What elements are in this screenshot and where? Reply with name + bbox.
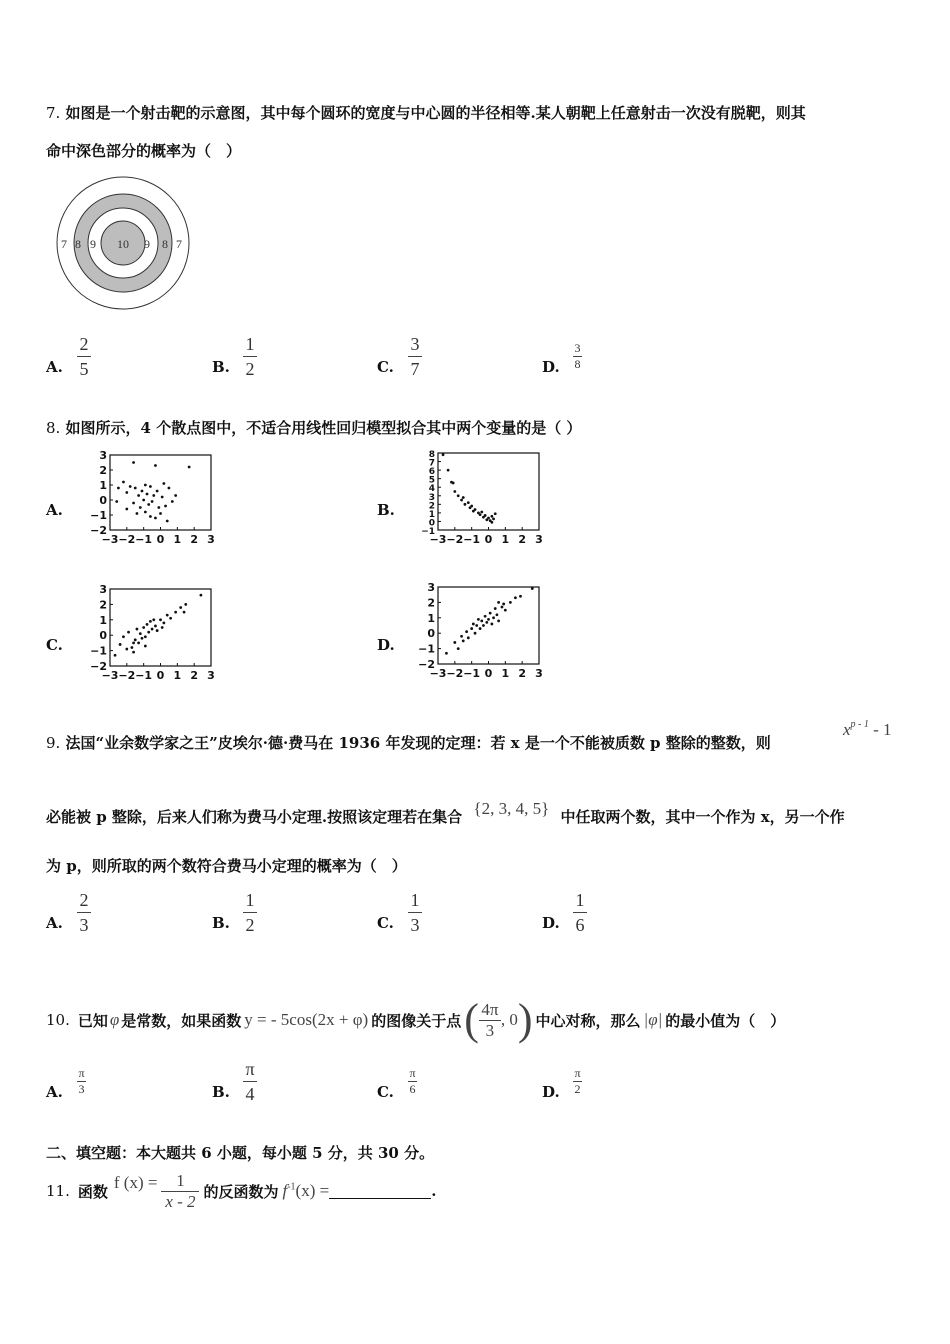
y-tick-label: 8 bbox=[428, 450, 435, 460]
q10-option-a-label[interactable]: A. bbox=[46, 1083, 63, 1101]
scatter-point bbox=[460, 635, 463, 638]
scatter-point bbox=[474, 508, 477, 511]
fraction-denominator: 3 bbox=[79, 915, 89, 935]
scatter-point bbox=[132, 642, 135, 645]
scatter-point bbox=[462, 496, 465, 499]
q11-fraction-den: x - 2 bbox=[165, 1191, 196, 1211]
fraction-numerator: 1 bbox=[410, 890, 420, 910]
fraction-denominator: 7 bbox=[410, 359, 420, 379]
scatter-plot-d bbox=[416, 581, 543, 681]
scatter-point bbox=[494, 607, 497, 610]
scatter-point bbox=[152, 494, 155, 497]
x-tick-label: −3 bbox=[101, 669, 119, 682]
q11-end: . bbox=[431, 1182, 437, 1200]
x-tick-label: 0 bbox=[156, 669, 165, 682]
scatter-point bbox=[453, 641, 456, 644]
q9-set: {2, 3, 4, 5} bbox=[473, 799, 550, 818]
scatter-point bbox=[200, 594, 203, 597]
scatter-point bbox=[174, 494, 177, 497]
scatter-point bbox=[157, 506, 160, 509]
q7-option-b-label[interactable]: B. bbox=[212, 358, 230, 376]
scatter-point bbox=[132, 651, 135, 654]
scatter-point bbox=[139, 632, 142, 635]
scatter-point bbox=[132, 461, 135, 464]
q11-text1: 函数 bbox=[77, 1182, 108, 1201]
y-tick-label: 6 bbox=[428, 467, 435, 478]
fraction-numerator: 1 bbox=[245, 334, 255, 354]
y-tick-label: 2 bbox=[427, 596, 435, 610]
x-tick-label: −3 bbox=[429, 667, 447, 680]
fraction-bar bbox=[408, 356, 422, 357]
scatter-point bbox=[144, 484, 147, 487]
scatter-point bbox=[497, 619, 500, 622]
x-tick-label: 0 bbox=[484, 533, 493, 546]
scatter-point bbox=[141, 637, 144, 640]
scatter-point bbox=[161, 496, 164, 499]
scatter-point bbox=[184, 603, 187, 606]
x-tick-label: 2 bbox=[190, 533, 198, 546]
scatter-point bbox=[504, 609, 507, 612]
plot-frame bbox=[438, 587, 539, 664]
scatter-point bbox=[470, 505, 473, 508]
q11-text2: 的反函数为 bbox=[203, 1182, 279, 1201]
y-tick-label: −1 bbox=[90, 509, 107, 522]
fraction-numerator: 2 bbox=[79, 334, 89, 354]
scatter-point bbox=[501, 606, 504, 609]
fraction-numerator: 2 bbox=[79, 890, 89, 910]
x-tick-label: −2 bbox=[118, 533, 136, 546]
scatter-point bbox=[462, 640, 465, 643]
q9-option-b-label[interactable]: B. bbox=[212, 914, 230, 932]
y-tick-label: 1 bbox=[99, 613, 107, 627]
q7-line2: 命中深色部分的概率为（ ） bbox=[46, 142, 242, 160]
shooting-target-figure bbox=[56, 176, 192, 310]
y-tick-label: −1 bbox=[90, 644, 107, 658]
scatter-point bbox=[496, 613, 499, 616]
x-tick-label: −1 bbox=[135, 669, 153, 682]
scatter-point bbox=[457, 647, 460, 650]
x-tick-label: 2 bbox=[518, 533, 526, 546]
scatter-point bbox=[467, 636, 470, 639]
scatter-point bbox=[183, 611, 186, 614]
scatter-point bbox=[479, 627, 482, 630]
scatter-point bbox=[162, 621, 165, 624]
scatter-point bbox=[147, 503, 150, 506]
q7-option-a-fraction bbox=[77, 334, 91, 379]
scatter-point bbox=[141, 490, 144, 493]
q8-text: 如图所示，4 个散点图中，不适合用线性回归模型拟合其中两个变量的是（ ） bbox=[65, 419, 582, 437]
x-tick-label: −2 bbox=[118, 669, 136, 682]
scatter-point bbox=[169, 617, 172, 620]
x-tick-label: 3 bbox=[207, 669, 215, 682]
fraction-numerator: π bbox=[78, 1066, 85, 1080]
scatter-point bbox=[475, 624, 478, 627]
scatter-point bbox=[144, 645, 147, 648]
scatter-point bbox=[492, 616, 495, 619]
q9-number: 9. bbox=[46, 734, 61, 752]
q8-option-b-label[interactable]: B. bbox=[377, 501, 395, 519]
scatter-point bbox=[445, 652, 448, 655]
q8-option-d-label[interactable]: D. bbox=[377, 636, 395, 654]
scatter-plot-a bbox=[88, 449, 215, 547]
scatter-point bbox=[161, 626, 164, 629]
x-tick-label: −1 bbox=[463, 533, 481, 546]
y-tick-label: 2 bbox=[99, 464, 107, 477]
x-tick-label: 3 bbox=[535, 533, 543, 546]
y-tick-label: 1 bbox=[427, 611, 435, 625]
x-tick-label: 3 bbox=[535, 667, 543, 680]
scatter-point bbox=[519, 595, 522, 598]
scatter-point bbox=[464, 503, 467, 506]
q9-option-c-fraction bbox=[408, 890, 422, 935]
scatter-point bbox=[497, 601, 500, 604]
scatter-point bbox=[487, 618, 490, 621]
q11-inverse-f: f bbox=[282, 1181, 288, 1200]
y-tick-label: −1 bbox=[418, 642, 435, 656]
q9-option-a-fraction bbox=[77, 890, 91, 935]
scatter-point bbox=[482, 624, 485, 627]
scatter-point bbox=[125, 491, 128, 494]
q10-point-num: 4π bbox=[481, 999, 499, 1019]
fraction-numerator: 1 bbox=[245, 890, 255, 910]
q11-inverse bbox=[282, 1181, 329, 1201]
y-tick-label: −1 bbox=[421, 527, 435, 537]
q9-expr-base: x bbox=[843, 720, 851, 739]
scatter-point bbox=[452, 482, 455, 485]
y-tick-label: 2 bbox=[99, 598, 107, 612]
q11-fraction-num: 1 bbox=[176, 1170, 185, 1190]
fraction-denominator: 4 bbox=[245, 1084, 255, 1104]
x-tick-label: −1 bbox=[135, 533, 153, 546]
scatter-point bbox=[159, 512, 162, 515]
y-tick-label: 1 bbox=[428, 509, 435, 520]
scatter-point bbox=[188, 466, 191, 469]
scatter-point bbox=[159, 618, 162, 621]
q9-fermat-expression bbox=[843, 719, 892, 740]
q10-function: y = - 5cos(2x + φ) bbox=[244, 1010, 369, 1029]
scatter-point bbox=[467, 501, 470, 504]
y-tick-label: 0 bbox=[428, 518, 435, 529]
q9-option-d-label[interactable]: D. bbox=[542, 914, 560, 932]
y-tick-label: 3 bbox=[427, 581, 435, 594]
y-tick-label: 0 bbox=[99, 629, 107, 643]
scatter-point bbox=[480, 619, 483, 622]
q7-option-a-label[interactable]: A. bbox=[46, 358, 63, 376]
q10-text1: 已知 bbox=[77, 1011, 108, 1030]
scatter-point bbox=[142, 499, 145, 502]
target-label-9-right: 9 bbox=[144, 237, 150, 251]
fraction-numerator: π bbox=[409, 1066, 416, 1080]
q7-option-c-fraction bbox=[408, 334, 422, 379]
scatter-point bbox=[139, 506, 142, 509]
q10-text4: 中心对称，那么 bbox=[535, 1011, 641, 1030]
y-tick-label: 5 bbox=[428, 475, 435, 486]
q10-option-a-fraction bbox=[77, 1067, 86, 1096]
y-tick-label: 0 bbox=[99, 494, 107, 507]
target-label-10: 10 bbox=[117, 237, 129, 251]
x-tick-label: −2 bbox=[446, 667, 464, 680]
q11-function-fraction bbox=[161, 1171, 199, 1212]
scatter-point bbox=[502, 603, 505, 606]
fraction-bar bbox=[408, 912, 422, 913]
fraction-denominator: 2 bbox=[245, 915, 255, 935]
fraction-numerator: 3 bbox=[574, 341, 581, 355]
fraction-denominator: 5 bbox=[79, 359, 89, 379]
scatter-point bbox=[152, 618, 155, 621]
fraction-numerator: π bbox=[245, 1059, 255, 1079]
q8-line bbox=[46, 417, 581, 438]
scatter-plot-b bbox=[416, 450, 541, 547]
scatter-point bbox=[122, 635, 125, 638]
q9-option-d-fraction bbox=[573, 890, 587, 935]
scatter-point bbox=[460, 499, 463, 502]
scatter-point bbox=[114, 654, 117, 657]
scatter-point bbox=[129, 485, 132, 488]
scatter-point bbox=[472, 623, 475, 626]
fraction-numerator: 1 bbox=[575, 890, 585, 910]
scatter-point bbox=[492, 517, 495, 520]
fraction-numerator: 3 bbox=[410, 334, 420, 354]
target-label-7-left: 7 bbox=[61, 237, 67, 251]
scatter-point bbox=[127, 631, 130, 634]
scatter-point bbox=[531, 587, 534, 590]
scatter-point bbox=[465, 630, 468, 633]
fraction-denominator: 3 bbox=[78, 1082, 85, 1096]
plot-frame bbox=[110, 589, 211, 666]
scatter-point bbox=[494, 512, 497, 515]
x-tick-label: −3 bbox=[429, 533, 447, 546]
y-tick-label: −2 bbox=[418, 658, 435, 671]
q7-option-d-fraction bbox=[573, 342, 582, 371]
scatter-point bbox=[154, 625, 157, 628]
scatter-point bbox=[174, 611, 177, 614]
scatter-point bbox=[514, 596, 517, 599]
scatter-point bbox=[149, 485, 152, 488]
y-tick-label: −2 bbox=[90, 660, 107, 673]
fraction-denominator: 8 bbox=[574, 357, 581, 371]
x-tick-label: 1 bbox=[173, 533, 182, 546]
q10-option-c-label[interactable]: C. bbox=[377, 1083, 394, 1101]
scatter-point bbox=[490, 623, 493, 626]
scatter-point bbox=[149, 620, 152, 623]
scatter-point bbox=[134, 487, 137, 490]
q10-option-c-fraction bbox=[408, 1067, 417, 1096]
q10-point-den: 3 bbox=[485, 1020, 495, 1040]
fraction-bar bbox=[77, 912, 91, 913]
y-tick-label: −2 bbox=[90, 524, 107, 537]
y-tick-label: 3 bbox=[99, 449, 107, 462]
scatter-point bbox=[147, 631, 150, 634]
x-tick-label: −3 bbox=[101, 533, 119, 546]
fraction-bar bbox=[243, 1081, 257, 1082]
scatter-point bbox=[122, 481, 125, 484]
scatter-point bbox=[162, 482, 165, 485]
scatter-point bbox=[166, 520, 169, 523]
scatter-point bbox=[442, 453, 445, 456]
scatter-point bbox=[453, 490, 456, 493]
q11-inverse-exp: -1 bbox=[287, 1181, 296, 1193]
scatter-point bbox=[156, 490, 159, 493]
x-tick-label: 2 bbox=[190, 669, 198, 682]
scatter-point bbox=[125, 648, 128, 651]
q9-text-line1: 法国“业余数学家之王”皮埃尔·德·费马在 1936 年发现的定理：若 x 是一个不能被质数 p 整除的整数，则 bbox=[65, 734, 771, 752]
q11-function-lhs: f (x) = bbox=[113, 1173, 158, 1192]
scatter-point bbox=[179, 606, 182, 609]
q7-option-b-fraction bbox=[243, 334, 257, 379]
x-tick-label: 0 bbox=[484, 667, 493, 680]
fraction-denominator: 3 bbox=[410, 915, 420, 935]
q11-inverse-tail: (x) = bbox=[295, 1181, 330, 1200]
scatter-point bbox=[489, 612, 492, 615]
scatter-point bbox=[474, 632, 477, 635]
q10-abs-phi: |φ| bbox=[643, 1010, 663, 1029]
scatter-point bbox=[154, 517, 157, 520]
scatter-point bbox=[479, 513, 482, 516]
scatter-point bbox=[130, 646, 133, 649]
fraction-denominator: 6 bbox=[409, 1082, 416, 1096]
q7-text-line1: 如图是一个射击靶的示意图，其中每个圆环的宽度与中心圆的半径相等.某人朝靶上任意射击一次没有脱靶，则其 bbox=[65, 104, 806, 122]
scatter-point bbox=[490, 521, 493, 524]
fraction-bar bbox=[243, 356, 257, 357]
scatter-point bbox=[115, 500, 118, 503]
scatter-point bbox=[490, 515, 493, 518]
q10-option-d-label[interactable]: D. bbox=[542, 1083, 560, 1101]
q9-text-line2b: 中任取两个数，其中一个作为 x，另一个作 bbox=[560, 808, 845, 826]
scatter-point bbox=[457, 494, 460, 497]
scatter-point bbox=[136, 628, 139, 631]
scatter-plot-c bbox=[88, 583, 215, 683]
q7-number: 7. bbox=[46, 104, 61, 122]
x-tick-label: 0 bbox=[156, 533, 165, 546]
q11-line bbox=[46, 1166, 436, 1216]
target-label-8-right: 8 bbox=[162, 237, 168, 251]
scatter-point bbox=[146, 623, 149, 626]
q10-text3: 的图像关于点 bbox=[371, 1011, 462, 1030]
scatter-point bbox=[146, 493, 149, 496]
scatter-point bbox=[470, 627, 473, 630]
x-tick-label: 3 bbox=[207, 533, 215, 546]
scatter-point bbox=[168, 487, 171, 490]
y-tick-label: 3 bbox=[99, 583, 107, 596]
scatter-point bbox=[477, 618, 480, 621]
scatter-point bbox=[485, 621, 488, 624]
scatter-point bbox=[509, 601, 512, 604]
scatter-point bbox=[125, 508, 128, 511]
scatter-point bbox=[164, 505, 167, 508]
x-tick-label: −1 bbox=[463, 667, 481, 680]
scatter-point bbox=[149, 515, 152, 518]
scatter-point bbox=[142, 626, 145, 629]
x-tick-label: 2 bbox=[518, 667, 526, 680]
q10-point-tail: , 0 bbox=[500, 1010, 518, 1029]
q7-option-d-label[interactable]: D. bbox=[542, 358, 560, 376]
scatter-point bbox=[137, 642, 140, 645]
target-label-7-right: 7 bbox=[176, 237, 182, 251]
q9-option-c-label[interactable]: C. bbox=[377, 914, 394, 932]
y-tick-label: 1 bbox=[99, 479, 107, 492]
q8-option-c-label[interactable]: C. bbox=[46, 636, 63, 654]
scatter-point bbox=[132, 502, 135, 505]
q9-text-line2a: 必能被 p 整除，后来人们称为费马小定理.按照该定理若在集合 bbox=[46, 808, 463, 826]
section2-heading: 二、填空题：本大题共 6 小题，每小题 5 分，共 30 分。 bbox=[46, 1144, 435, 1162]
scatter-point bbox=[134, 638, 137, 641]
scatter-point bbox=[117, 487, 120, 490]
fraction-numerator: π bbox=[574, 1066, 581, 1080]
q10-text2: 是常数，如果函数 bbox=[121, 1011, 242, 1030]
scatter-point bbox=[151, 628, 154, 631]
x-tick-label: −2 bbox=[446, 533, 464, 546]
scatter-point bbox=[487, 517, 490, 520]
q10-option-b-fraction bbox=[243, 1059, 257, 1104]
q10-number: 10. bbox=[46, 1011, 70, 1029]
y-tick-label: 3 bbox=[428, 492, 435, 503]
scatter-point bbox=[156, 629, 159, 632]
q11-number: 11. bbox=[46, 1182, 70, 1200]
scatter-point bbox=[144, 511, 147, 514]
scatter-point bbox=[480, 511, 483, 514]
q10-point: ( 4π 3 , 0 ) bbox=[464, 995, 533, 1044]
fraction-bar bbox=[573, 912, 587, 913]
scatter-point bbox=[136, 512, 139, 515]
q7-option-c-label[interactable]: C. bbox=[377, 358, 394, 376]
fraction-denominator: 2 bbox=[245, 359, 255, 379]
q9-option-b-fraction bbox=[243, 890, 257, 935]
scatter-point bbox=[137, 494, 140, 497]
scatter-point bbox=[447, 469, 450, 472]
fraction-denominator: 6 bbox=[575, 915, 585, 935]
q7-line1 bbox=[46, 102, 806, 123]
target-label-8-left: 8 bbox=[75, 237, 81, 251]
target-label-9-left: 9 bbox=[90, 237, 96, 251]
y-tick-label: 7 bbox=[428, 458, 435, 469]
y-tick-label: 0 bbox=[427, 627, 435, 641]
fraction-bar bbox=[243, 912, 257, 913]
scatter-point bbox=[151, 500, 154, 503]
fraction-denominator: 2 bbox=[574, 1082, 581, 1096]
scatter-point bbox=[154, 464, 157, 467]
scatter-point bbox=[144, 635, 147, 638]
q8-option-a-label[interactable]: A. bbox=[46, 501, 63, 519]
q9-option-a-label[interactable]: A. bbox=[46, 914, 63, 932]
q10-option-b-label[interactable]: B. bbox=[212, 1083, 230, 1101]
q10-option-d-fraction bbox=[573, 1067, 582, 1096]
scatter-point bbox=[119, 643, 122, 646]
y-tick-label: 2 bbox=[428, 501, 435, 512]
q9-line2 bbox=[46, 799, 845, 827]
x-tick-label: 1 bbox=[173, 669, 182, 682]
x-tick-label: 1 bbox=[501, 667, 510, 680]
scatter-point bbox=[171, 500, 174, 503]
plot-frame bbox=[110, 455, 211, 530]
q10-line bbox=[46, 995, 786, 1044]
q9-set-elements: 2, 3, 4, 5 bbox=[481, 799, 542, 818]
scatter-point bbox=[166, 614, 169, 617]
scatter-point bbox=[484, 615, 487, 618]
fraction-bar bbox=[77, 356, 91, 357]
scatter-point bbox=[484, 514, 487, 517]
q9-line1 bbox=[46, 732, 771, 753]
q9-expr-tail: - 1 bbox=[868, 720, 892, 739]
y-tick-label: 4 bbox=[428, 484, 435, 495]
q9-line3: 为 p，则所取的两个数符合费马小定理的概率为（ ） bbox=[46, 857, 407, 875]
q8-number: 8. bbox=[46, 419, 61, 437]
q10-text5: 的最小值为（ ） bbox=[665, 1011, 786, 1030]
q9-expr-exponent: p - 1 bbox=[850, 719, 869, 730]
q10-phi: φ bbox=[109, 1010, 120, 1029]
q11-answer-blank[interactable] bbox=[329, 1184, 431, 1199]
x-tick-label: 1 bbox=[501, 533, 510, 546]
